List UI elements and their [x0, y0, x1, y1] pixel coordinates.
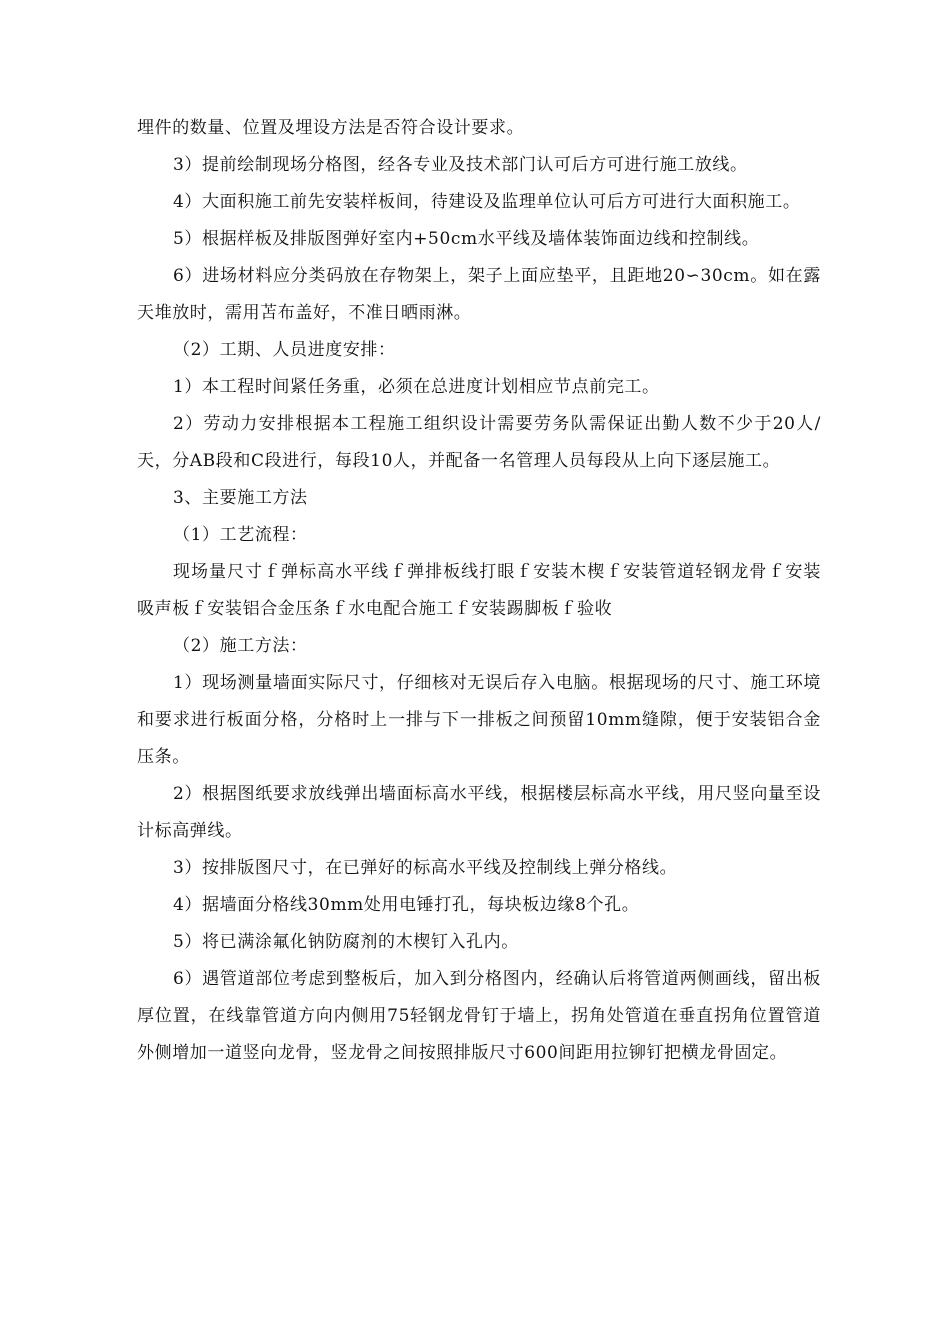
paragraph-method-2: 2）根据图纸要求放线弹出墙面标高水平线，根据楼层标高水平线，用尺竖向量至设计标高弹线。	[137, 784, 821, 841]
paragraph-continuation: 埋件的数量、位置及埋设方法是否符合设计要求。	[137, 118, 525, 138]
paragraph-process-flow: 现场量尺寸ｆ弹标高水平线ｆ弹排板线打眼ｆ安装木楔ｆ安装管道轻钢龙骨ｆ安装吸声板ｆ安装铝合金压条ｆ水电配合施工ｆ安装踢脚板ｆ验收	[137, 562, 821, 619]
paragraph-item-6: 6）进场材料应分类码放在存物架上，架子上面应垫平，且距地20∽30cm。如在露天堆放时，需用苫布盖好，不准日晒雨淋。	[137, 266, 821, 323]
subheading-process-flow: （1）工艺流程：	[173, 525, 308, 545]
paragraph-method-6: 6）遇管道部位考虑到整板后，加入到分格图内，经确认后将管道两侧画线，留出板厚位置，在线靠管道方向内侧用75轻钢龙骨钉于墙上，拐角处管道在垂直拐角位置管道外侧增加一道竖向龙骨，竖龙骨之间按照排版尺寸600间距用拉铆钉把横龙骨固定。	[137, 969, 821, 1063]
paragraph-method-1: 1）现场测量墙面实际尺寸，仔细核对无误后存入电脑。根据现场的尺寸、施工环境和要求进行板面分格，分格时上一排与下一排板之间预留10mm缝隙，便于安装铝合金压条。	[137, 673, 821, 767]
subheading-schedule: （2）工期、人员进度安排：	[173, 340, 396, 360]
paragraph-method-5: 5）将已满涂氟化钠防腐剂的木楔钉入孔内。	[173, 932, 519, 952]
heading-main-methods: 3、主要施工方法	[173, 488, 308, 508]
paragraph-item-4: 4）大面积施工前先安装样板间，待建设及监理单位认可后方可进行大面积施工。	[173, 192, 801, 212]
paragraph-item-3: 3）提前绘制现场分格图，经各专业及技术部门认可后方可进行施工放线。	[173, 155, 748, 175]
subheading-construction-method: （2）施工方法：	[173, 636, 308, 656]
paragraph-method-3: 3）按排版图尺寸，在已弹好的标高水平线及控制线上弹分格线。	[173, 858, 678, 878]
document-body	[137, 110, 821, 1072]
paragraph-item-5: 5）根据样板及排版图弹好室内+50cm水平线及墙体装饰面边线和控制线。	[173, 229, 760, 249]
paragraph-schedule-1: 1）本工程时间紧任务重，必须在总进度计划相应节点前完工。	[173, 377, 660, 397]
paragraph-schedule-2: 2）劳动力安排根据本工程施工组织设计需要劳务队需保证出勤人数不少于20人/天，分AB段和C段进行，每段10人，并配备一名管理人员每段从上向下逐层施工。	[137, 414, 821, 471]
paragraph-method-4: 4）据墙面分格线30mm处用电锤打孔，每块板边缘8个孔。	[173, 895, 640, 915]
